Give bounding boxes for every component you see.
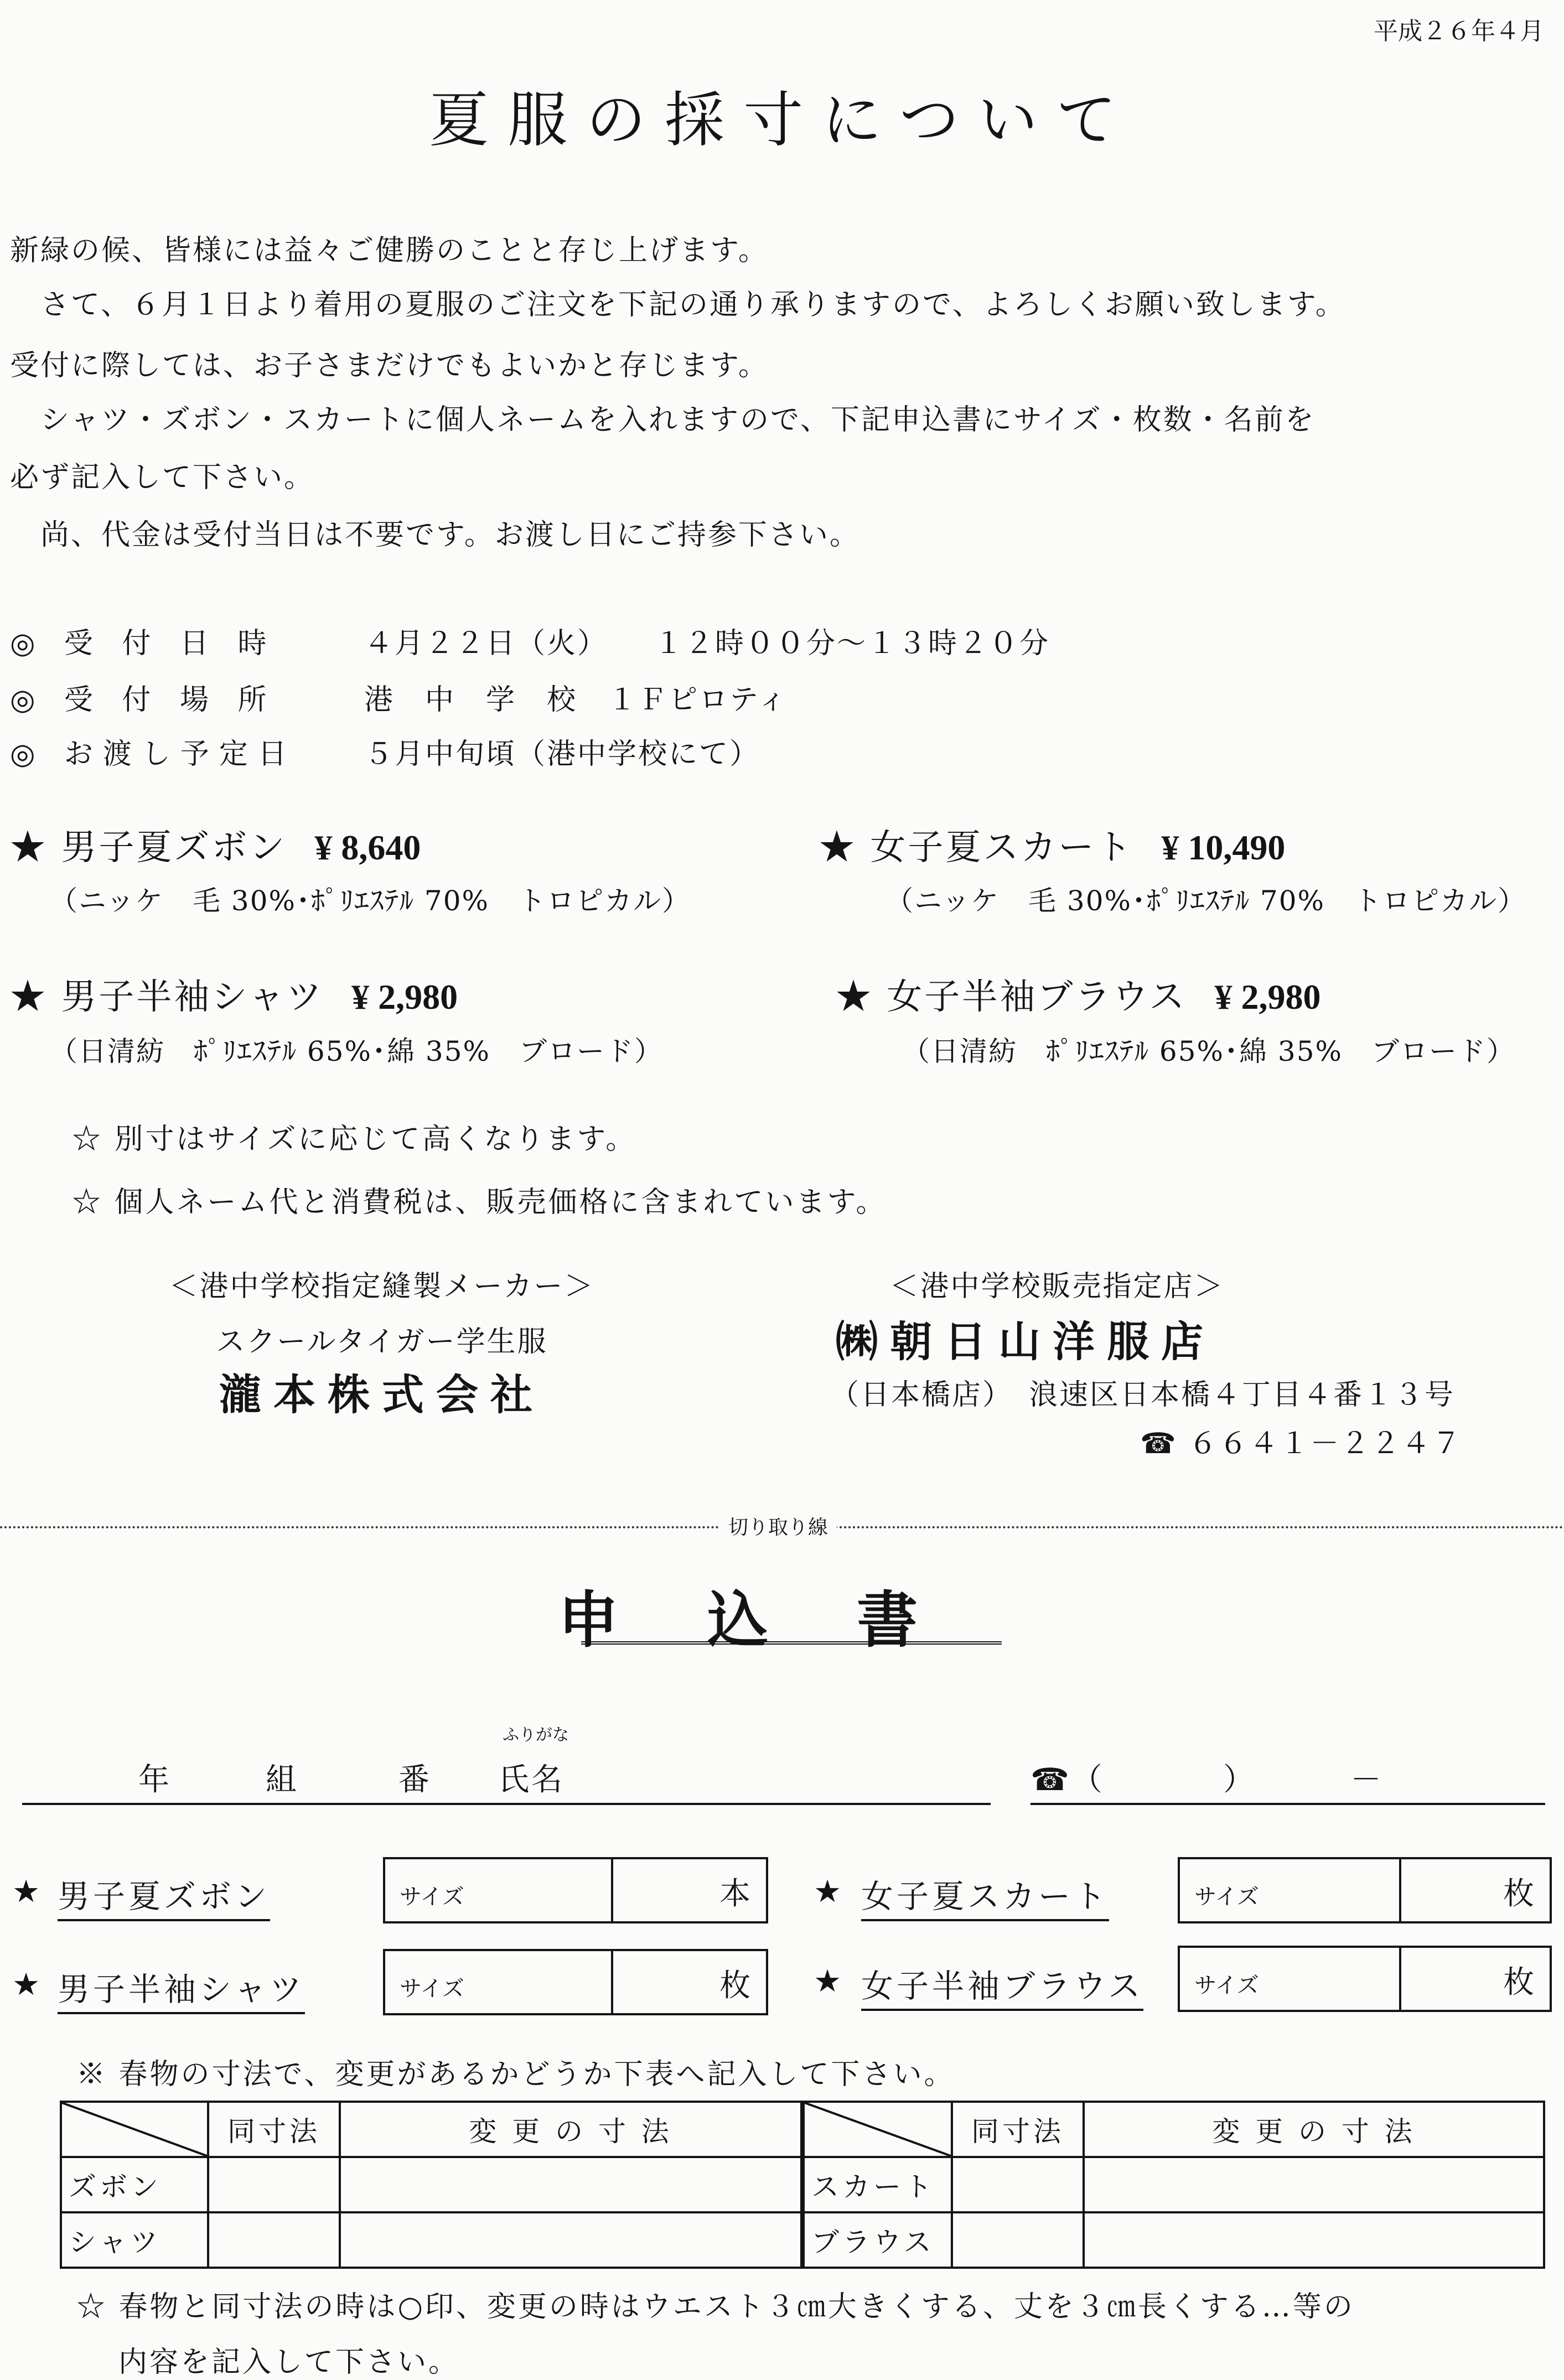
measurement-table-left	[60, 2101, 802, 2269]
unit-label: 枚	[719, 1968, 750, 2004]
class-label: 組	[266, 1762, 299, 1798]
box-divider	[611, 1859, 613, 1921]
same-size-cell[interactable]	[952, 2157, 1084, 2212]
box-divider	[1399, 1859, 1401, 1921]
info-value: ４月２２日（火） １２時００分～１３時２０分	[364, 627, 1050, 660]
store-phone	[1140, 1420, 1462, 1461]
phone-icon: ☎	[1030, 1762, 1071, 1798]
product-girls-blouse	[836, 968, 1320, 1019]
star-icon: ★	[814, 1963, 844, 1999]
order-label-girls-skirt: 女子夏スカート	[861, 1870, 1109, 1921]
phone-field[interactable]	[1030, 1803, 1545, 1805]
page-title: 夏服の採寸について	[429, 86, 1135, 155]
row-label-blouse: ブラウス	[804, 2212, 952, 2268]
store-address-text: 浪速区日本橋４丁目４番１３号	[1029, 1378, 1456, 1412]
product-price: ¥ 8,640	[314, 828, 421, 867]
product-price: ¥ 2,980	[1214, 977, 1321, 1017]
product-boys-shirt	[10, 968, 458, 1019]
size-label: サイズ	[1194, 1973, 1259, 1998]
footer-note-line: ☆ 春物と同寸法の時は○印、変更の時はウエスト３㎝大きくする、丈を３㎝長くする…等の	[76, 2290, 1355, 2324]
phone-icon: ☎	[1140, 1427, 1178, 1460]
unit-label: 本	[719, 1876, 750, 1912]
intro-line: シャツ・ズボン・スカートに個人ネームを入れますので、下記申込書にサイズ・枚数・名前を	[10, 403, 1316, 437]
order-box-boys-pants[interactable]	[383, 1857, 768, 1923]
product-girls-skirt	[819, 819, 1285, 870]
product-name: ★ 男子夏ズボン	[10, 827, 287, 868]
row-label-pants: ズボン	[61, 2157, 208, 2212]
box-divider	[1399, 1948, 1401, 2010]
tel-dash: －	[1350, 1762, 1384, 1798]
table-note: ※ 春物の寸法で、変更があるかどうか下表へ記入して下さい。	[76, 2058, 955, 2091]
same-size-header: 同寸法	[208, 2102, 340, 2157]
product-material: （日清紡 ﾎﾟﾘｴｽﾃﾙ 65%･綿 35% ブロード）	[902, 1035, 1516, 1067]
order-box-boys-shirt[interactable]	[383, 1949, 768, 2015]
furigana-label: ふりがな	[503, 1725, 569, 1745]
intro-line: さて、６月１日より着用の夏服のご注文を下記の通り承りますので、よろしくお願い致します。	[10, 288, 1346, 322]
store-branch: （日本橋店）	[830, 1378, 999, 1412]
info-value: 港 中 学 校 １Ｆピロティ	[364, 683, 788, 717]
store-phone-number: ６６４１－２２４７	[1188, 1427, 1463, 1460]
unit-label: 枚	[1503, 1964, 1534, 2000]
product-price: ¥ 10,490	[1161, 828, 1286, 867]
order-label-boys-pants: 男子夏ズボン	[58, 1870, 270, 1921]
change-cell[interactable]	[340, 2157, 801, 2212]
cut-line-label: 切り取り線	[719, 1512, 837, 1540]
product-name: ★ 男子半袖シャツ	[10, 977, 324, 1018]
product-material: （ニッケ 毛 30%･ﾎﾟﾘｴｽﾃﾙ 70% トロピカル）	[50, 885, 691, 917]
change-header: 変 更 の 寸 法	[1084, 2102, 1544, 2157]
order-label-boys-shirt: 男子半袖シャツ	[58, 1963, 305, 2014]
maker-heading: ＜港中学校指定縫製メーカー＞	[169, 1270, 595, 1303]
form-title: 申込書	[558, 1584, 1006, 1656]
change-cell[interactable]	[1084, 2212, 1544, 2268]
intro-line: 尚、代金は受付当日は不要です。お渡し日にご持参下さい。	[10, 518, 860, 552]
table-corner	[61, 2102, 208, 2157]
form-title-underline	[581, 1641, 1002, 1645]
phone-field-label	[1030, 1755, 1105, 1800]
order-box-girls-blouse[interactable]	[1178, 1946, 1552, 2012]
size-label: サイズ	[1194, 1884, 1259, 1910]
measurement-table-right	[802, 2101, 1545, 2269]
order-box-girls-skirt[interactable]	[1178, 1857, 1552, 1923]
star-icon: ★	[814, 1874, 844, 1910]
same-size-cell[interactable]	[952, 2212, 1084, 2268]
document-date: 平成２６年４月	[1374, 17, 1544, 45]
grade-label: 年	[138, 1762, 172, 1798]
info-reception-place	[10, 676, 788, 718]
box-divider	[611, 1951, 613, 2013]
change-header: 変 更 の 寸 法	[340, 2102, 801, 2157]
product-name: ★ 女子夏スカート	[819, 827, 1134, 868]
info-label: ◎ 受 付 日 時	[10, 627, 277, 660]
same-size-header: 同寸法	[952, 2102, 1084, 2157]
star-icon: ★	[12, 1967, 43, 2003]
order-label-girls-blouse: 女子半袖ブラウス	[861, 1960, 1143, 2011]
row-label-shirt: シャツ	[61, 2212, 208, 2268]
note-line: ☆ 個人ネーム代と消費税は、販売価格に含まれています。	[72, 1186, 887, 1219]
info-label: ◎ お渡し予定日	[10, 738, 297, 771]
change-cell[interactable]	[340, 2212, 801, 2268]
tel-open-paren: （	[1071, 1762, 1105, 1798]
size-label: サイズ	[400, 1884, 464, 1910]
note-line: ☆ 別寸はサイズに応じて高くなります。	[72, 1123, 637, 1156]
store-address	[830, 1371, 1455, 1413]
footer-note-line: 内容を記入して下さい。	[118, 2346, 460, 2379]
intro-line: 新緑の候、皆様には益々ご健勝のことと存じ上げます。	[10, 234, 769, 267]
info-label: ◎ 受 付 場 所	[10, 683, 277, 717]
same-size-cell[interactable]	[208, 2212, 340, 2268]
product-material: （ニッケ 毛 30%･ﾎﾟﾘｴｽﾃﾙ 70% トロピカル）	[885, 885, 1527, 917]
store-heading: ＜港中学校販売指定店＞	[889, 1270, 1225, 1303]
size-label: サイズ	[400, 1976, 464, 2002]
name-label: 氏名	[498, 1762, 565, 1798]
number-label: 番	[398, 1762, 432, 1798]
change-cell[interactable]	[1084, 2157, 1544, 2212]
product-price: ¥ 2,980	[351, 977, 458, 1017]
tel-close-paren: ）	[1223, 1762, 1256, 1798]
maker-company: 瀧本株式会社	[219, 1370, 545, 1419]
info-delivery-date	[10, 730, 760, 772]
info-reception-date	[10, 620, 1050, 661]
product-boys-pants	[10, 819, 421, 870]
intro-line: 受付に際しては、お子さまだけでもよいかと存じます。	[10, 349, 769, 382]
unit-label: 枚	[1503, 1876, 1534, 1912]
name-field[interactable]	[22, 1803, 991, 1805]
intro-line: 必ず記入して下さい。	[10, 461, 315, 494]
product-name: ★ 女子半袖ブラウス	[836, 977, 1187, 1018]
same-size-cell[interactable]	[208, 2157, 340, 2212]
table-corner	[804, 2102, 952, 2157]
row-label-skirt: スカート	[804, 2157, 952, 2212]
product-material: （日清紡 ﾎﾟﾘｴｽﾃﾙ 65%･綿 35% ブロード）	[50, 1035, 664, 1067]
info-value: ５月中旬頃（港中学校にて）	[364, 738, 760, 771]
star-icon: ★	[12, 1874, 43, 1910]
maker-brand: スクールタイガー学生服	[216, 1325, 548, 1358]
store-name: ㈱朝日山洋服店	[836, 1317, 1215, 1366]
